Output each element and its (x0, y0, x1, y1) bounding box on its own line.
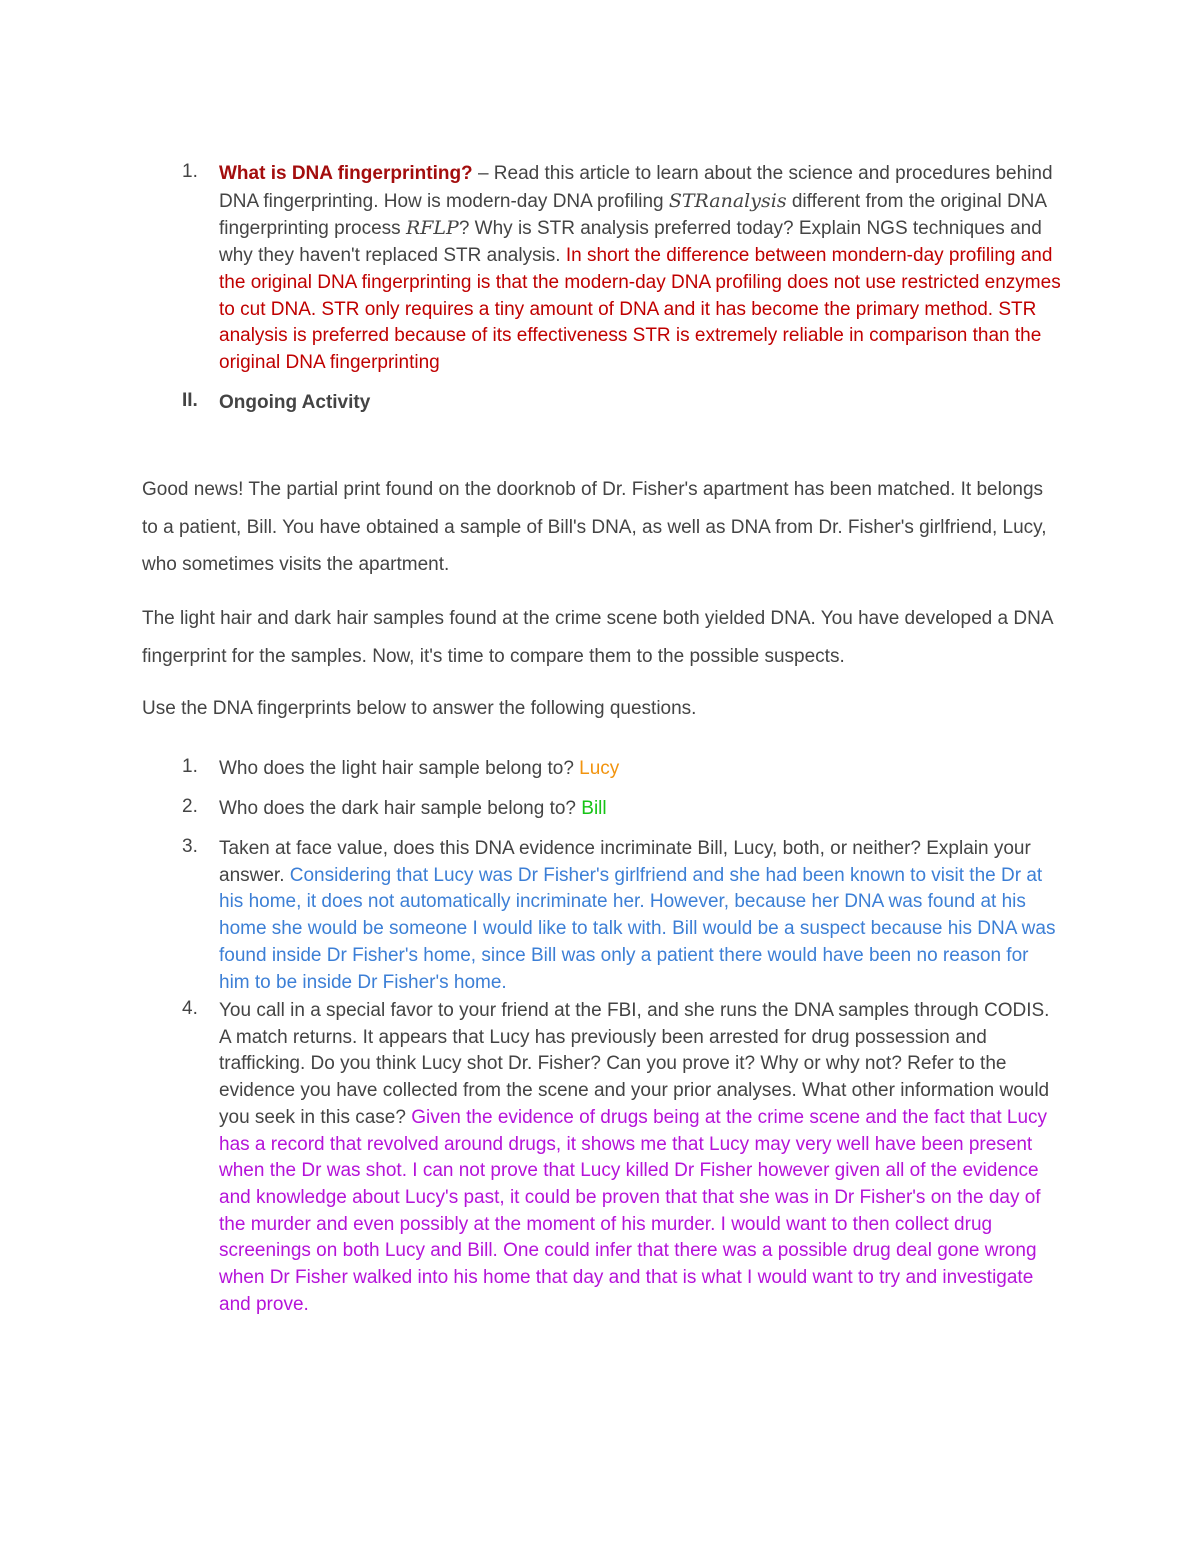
question-body (219, 161, 1062, 377)
question-text: Who does the light hair sample belong to? (219, 758, 580, 779)
intro-paragraph: Use the DNA fingerprints below to answer the following questions. (142, 698, 697, 719)
answer-text: Given the evidence of drugs being at the crime scene and the fact that Lucy has a record that revolved around drugs, it shows me that Lucy may very well have been present when the Dr was shot. I can not prove that Lucy killed Dr Fisher however given all of the evidence and knowledge about Lucy's past, it could be proven that that she was in Dr Fisher's on the day of the murder and even possibly at the moment of his murder. I would want to then collect drug screenings on both Lucy and Bill. One could infer that there was a possible drug deal gone wrong when Dr Fisher walked into his home that day and that is what I would want to try and investigate and prove. (219, 1106, 1048, 1315)
math-rflp: RFLP (405, 217, 459, 240)
question-body (219, 756, 1062, 783)
answer-text: Bill (581, 798, 607, 819)
list-number: 4. (182, 998, 198, 1019)
answer-text: Considering that Lucy was Dr Fisher's girlfriend and she had been known to visit the Dr at his home, it does not automatically incriminate her. However, because her DNA was found at his home she would be someone I would like to talk with. Bill would be a suspect because his DNA was found inside Dr Fisher's home, since Bill was only a patient there would have been no reason for him to be inside Dr Fisher's home. (219, 864, 1056, 993)
list-number: 3. (182, 836, 198, 857)
question-3 (182, 836, 1062, 996)
question-text: Who does the dark hair sample belong to? (219, 798, 582, 819)
list-number: 1. (182, 161, 198, 182)
question-text: You call in a special favor to your friend at the FBI, and she runs the DNA samples through CODIS. A match returns. It appears that Lucy has previously been arrested for drug possession and trafficking. Do you think Lucy shot Dr. Fisher? Can you prove it? Why or why not? Refer to the evidence you have collected from the scene and your prior analyses. What other information would you seek in this case? (219, 1000, 1050, 1128)
answer-text: In short the difference between mondern-day profiling and the original DNA fingerprinting is that the modern-day DNA profiling does not use restricted enzymes to cut DNA. STR only requires a tiny amount of DNA and it has become the primary method. STR analysis is preferred because of its effectiveness STR is extremely reliable in comparison than the original DNA fingerprinting (219, 245, 1061, 373)
question-body (219, 796, 1062, 823)
question-text: different from the original DNA fingerprinting process (219, 190, 1047, 240)
intro-paragraph: Good news! The partial print found on the doorknob of Dr. Fisher's apartment has been matched. It belongs to a patient, Bill. You have obtained a sample of Bill's DNA, as well as DNA from Dr. Fisher's girlfriend, Lucy, who sometimes visits the apartment. (142, 479, 1047, 575)
intro-paragraph: The light hair and dark hair samples found at the crime scene both yielded DNA. You have developed a DNA fingerprint for the samples. Now, it's time to compare them to the possible suspects. (142, 608, 1053, 667)
answer-text: Lucy (579, 758, 620, 779)
list-number: 1. (182, 756, 198, 777)
question-text: ? Why is STR analysis preferred today? Explain NGS techniques and why they haven't replaced STR analysis. (219, 218, 1042, 267)
question-heading: What is DNA fingerprinting? (219, 163, 473, 184)
question-text: Taken at face value, does this DNA evidence incriminate Bill, Lucy, both, or neither? Explain your answer. (219, 838, 1031, 886)
question-body (219, 998, 1062, 1318)
question-text: – Read this article to learn about the science and procedures behind DNA fingerprinting. How is modern-day DNA profiling (219, 163, 1053, 212)
question-what-is-dna-fingerprinting (182, 161, 1062, 377)
question-4 (182, 998, 1062, 1318)
section-ongoing-activity (182, 390, 1062, 417)
question-1 (182, 756, 1062, 783)
section-numeral: II. (182, 390, 198, 411)
list-number: 2. (182, 796, 198, 817)
question-2 (182, 796, 1062, 823)
section-title: Ongoing Activity (219, 392, 371, 413)
math-str-analysis: STRanalysis (668, 189, 787, 212)
question-body (219, 836, 1062, 996)
